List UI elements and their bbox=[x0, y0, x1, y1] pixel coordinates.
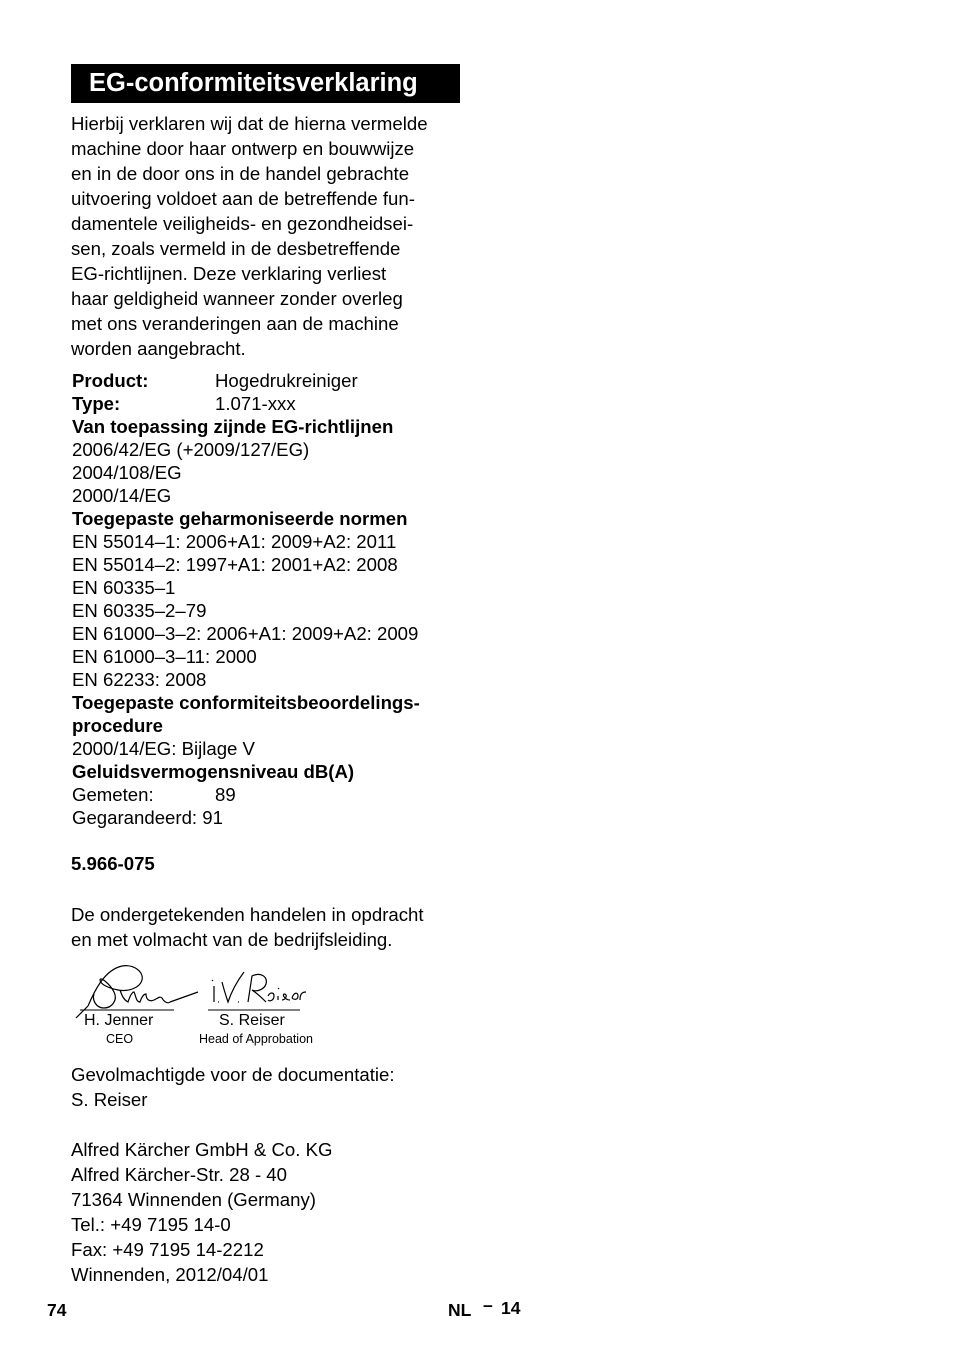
measured-row bbox=[72, 783, 467, 806]
documentation-name: S. Reiser bbox=[71, 1089, 148, 1110]
page-title: EG-conformiteitsverklaring bbox=[71, 64, 460, 103]
guaranteed-row bbox=[72, 806, 467, 829]
section-page-number: 14 bbox=[501, 1298, 521, 1318]
signatory-role: Head of Approbation bbox=[199, 1032, 313, 1046]
footer-dash: – bbox=[483, 1295, 493, 1315]
intro-line: damentele veiligheids- en gezondheidsei- bbox=[71, 213, 414, 234]
procedure-heading: Toegepaste conformiteitsbeoordelings- bbox=[72, 692, 420, 713]
measured-label: Gemeten: bbox=[72, 784, 154, 805]
norms-heading: Toegepaste geharmoniseerde normen bbox=[72, 508, 408, 529]
norm-item: EN 60335–1 bbox=[72, 577, 176, 598]
type-row bbox=[72, 392, 467, 415]
documentation-contact bbox=[71, 1062, 466, 1112]
norm-item: EN 55014–2: 1997+A1: 2001+A2: 2008 bbox=[72, 554, 398, 575]
intro-line: EG-richtlijnen. Deze verklaring verliest bbox=[71, 263, 387, 284]
directive-item: 2006/42/EG (+2009/127/EG) bbox=[72, 439, 310, 460]
address-line: Winnenden, 2012/04/01 bbox=[71, 1264, 269, 1285]
language-code: NL bbox=[448, 1300, 472, 1320]
product-value: Hogedrukreiniger bbox=[215, 370, 358, 391]
product-row bbox=[72, 369, 467, 392]
type-value: 1.071-xxx bbox=[215, 393, 296, 414]
intro-line: en in de door ons in de handel gebrachte bbox=[71, 163, 410, 184]
directive-item: 2000/14/EG bbox=[72, 485, 172, 506]
address-line: Alfred Kärcher-Str. 28 - 40 bbox=[71, 1164, 287, 1185]
norm-item: EN 61000–3–2: 2006+A1: 2009+A2: 2009 bbox=[72, 623, 419, 644]
address-line: Alfred Kärcher GmbH & Co. KG bbox=[71, 1139, 333, 1160]
guaranteed-label: Gegarandeerd: bbox=[72, 807, 198, 828]
signing-statement bbox=[71, 902, 466, 952]
norm-item: EN 61000–3–11: 2000 bbox=[72, 646, 257, 667]
company-address bbox=[71, 1137, 466, 1287]
documentation-label: Gevolmachtigde voor de documentatie: bbox=[71, 1064, 395, 1085]
directives-heading: Van toepassing zijnde EG-richtlijnen bbox=[72, 416, 394, 437]
norm-item: EN 60335–2–79 bbox=[72, 600, 207, 621]
directive-item: 2004/108/EG bbox=[72, 462, 182, 483]
intro-line: haar geldigheid wanneer zonder overleg bbox=[71, 288, 403, 309]
signatory-role: CEO bbox=[106, 1032, 134, 1046]
address-line: Fax: +49 7195 14-2212 bbox=[71, 1239, 264, 1260]
measured-value: 89 bbox=[215, 784, 236, 805]
procedure-heading-cont: procedure bbox=[72, 715, 163, 736]
signatory-name: H. Jenner bbox=[84, 1012, 154, 1029]
address-line: Tel.: +49 7195 14-0 bbox=[71, 1214, 231, 1235]
signing-line: en met volmacht van de bedrijfsleiding. bbox=[71, 929, 393, 950]
signature-reiser bbox=[208, 966, 308, 1016]
norm-item: EN 55014–1: 2006+A1: 2009+A2: 2011 bbox=[72, 531, 397, 552]
sound-heading: Geluidsvermogensniveau dB(A) bbox=[72, 761, 355, 782]
intro-line: uitvoering voldoet aan de betreffende fun- bbox=[71, 188, 415, 209]
product-label: Product: bbox=[72, 370, 149, 391]
signatory-name: S. Reiser bbox=[219, 1012, 285, 1029]
address-line: 71364 Winnenden (Germany) bbox=[71, 1189, 316, 1210]
intro-line: sen, zoals vermeld in de desbetreffende bbox=[71, 238, 401, 259]
norm-item: EN 62233: 2008 bbox=[72, 669, 207, 690]
intro-paragraph bbox=[71, 111, 466, 361]
specifications bbox=[72, 369, 467, 829]
signatures bbox=[68, 958, 368, 1053]
type-label: Type: bbox=[72, 393, 121, 414]
part-number: 5.966-075 bbox=[71, 853, 155, 874]
page-number: 74 bbox=[47, 1300, 67, 1320]
signing-line: De ondergetekenden handelen in opdracht bbox=[71, 904, 424, 925]
intro-line: worden aangebracht. bbox=[71, 338, 246, 359]
intro-line: machine door haar ontwerp en bouwwijze bbox=[71, 138, 415, 159]
intro-line: met ons veranderingen aan de machine bbox=[71, 313, 399, 334]
guaranteed-value: 91 bbox=[202, 807, 223, 828]
intro-line: Hierbij verklaren wij dat de hierna vermelde bbox=[71, 113, 428, 134]
procedure-value: 2000/14/EG: Bijlage V bbox=[72, 738, 255, 759]
